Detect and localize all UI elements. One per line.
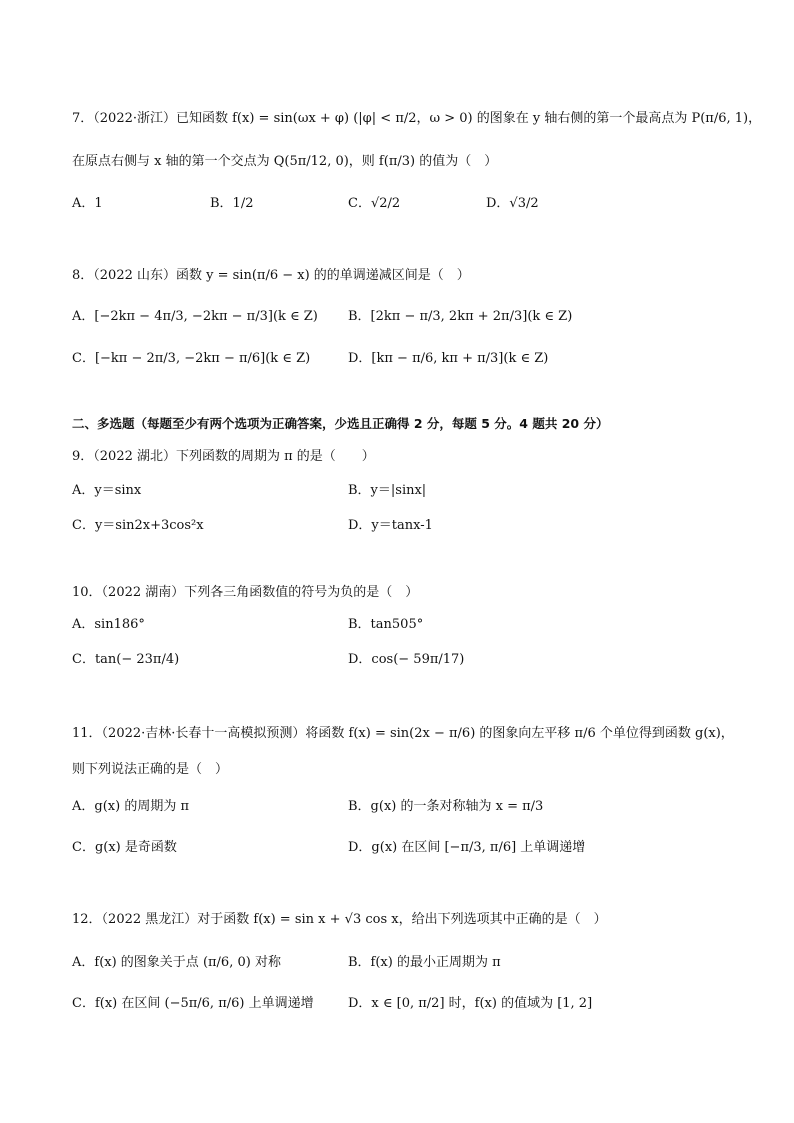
section-heading-multi-choice: 二、多选题（每题至少有两个选项为正确答案，少选且正确得 2 分，每题 5 分。4 题共 20 分） — [72, 416, 609, 431]
q9-option-b: B．y＝|sinx| — [348, 483, 427, 498]
q10-option-a: A．sin186° — [72, 617, 145, 632]
q9-option-c: C．y＝sin2x+3cos²x — [72, 518, 204, 533]
q11-option-b: B．g(x) 的一条对称轴为 x = π/3 — [348, 799, 544, 814]
q8-option-a: A．[−2kπ − 4π/3, −2kπ − π/3](k ∈ Z) — [72, 309, 318, 324]
q12-line-1: 12．（2022 黑龙江）对于函数 f(x) = sin x + √3 cos x，给出下列选项其中正确的是（ ） — [72, 912, 607, 927]
q10-option-c: C．tan(− 23π/4) — [72, 652, 180, 667]
q8-option-d: D．[kπ − π/6, kπ + π/3](k ∈ Z) — [348, 351, 549, 366]
q9-option-a: A．y＝sinx — [72, 483, 142, 498]
q10-option-d: D．cos(− 59π/17) — [348, 652, 465, 667]
q7-line-2: 在原点右侧与 x 轴的第一个交点为 Q(5π/12, 0)，则 f(π/3) 的值为（ ） — [72, 154, 498, 169]
q12-option-c: C．f(x) 在区间 (−5π/6, π/6) 上单调递增 — [72, 996, 314, 1011]
q11-line-1: 11．（2022·吉林·长春十一高模拟预测）将函数 f(x) = sin(2x − π/6) 的图象向左平移 π/6 个单位得到函数 g(x)， — [72, 726, 734, 741]
q12-option-d: D．x ∈ [0, π/2] 时，f(x) 的值域为 [1, 2] — [348, 996, 593, 1011]
q7-option-c: C．√2/2 — [348, 196, 401, 211]
q9-option-d: D．y＝tanx-1 — [348, 518, 433, 533]
q11-option-c: C．g(x) 是奇函数 — [72, 840, 177, 855]
q10-line-1: 10．（2022 湖南）下列各三角函数值的符号为负的是（ ） — [72, 585, 419, 600]
q12-option-b: B．f(x) 的最小正周期为 π — [348, 955, 501, 970]
q7-option-d: D．√3/2 — [486, 196, 539, 211]
q8-option-b: B．[2kπ − π/3, 2kπ + 2π/3](k ∈ Z) — [348, 309, 573, 324]
q7-line-1: 7．（2022·浙江）已知函数 f(x) = sin(ωx + φ) (|φ| < π/2，ω > 0) 的图象在 y 轴右侧的第一个最高点为 P(π/6, 1)， — [72, 111, 762, 126]
q8-option-c: C．[−kπ − 2π/3, −2kπ − π/6](k ∈ Z) — [72, 351, 311, 366]
q11-option-d: D．g(x) 在区间 [−π/3, π/6] 上单调递增 — [348, 840, 586, 855]
q8-line-1: 8．（2022 山东）函数 y = sin(π/6 − x) 的的单调递减区间是（ ） — [72, 268, 470, 283]
q9-line-1: 9．（2022 湖北）下列函数的周期为 π 的是（ ） — [72, 449, 375, 464]
q7-option-a: A．1 — [72, 196, 103, 211]
q12-option-a: A．f(x) 的图象关于点 (π/6, 0) 对称 — [72, 955, 281, 970]
q11-option-a: A．g(x) 的周期为 π — [72, 799, 189, 814]
q7-option-b: B．1/2 — [210, 196, 254, 211]
q10-option-b: B．tan505° — [348, 617, 424, 632]
q11-line-2: 则下列说法正确的是（ ） — [72, 762, 229, 777]
